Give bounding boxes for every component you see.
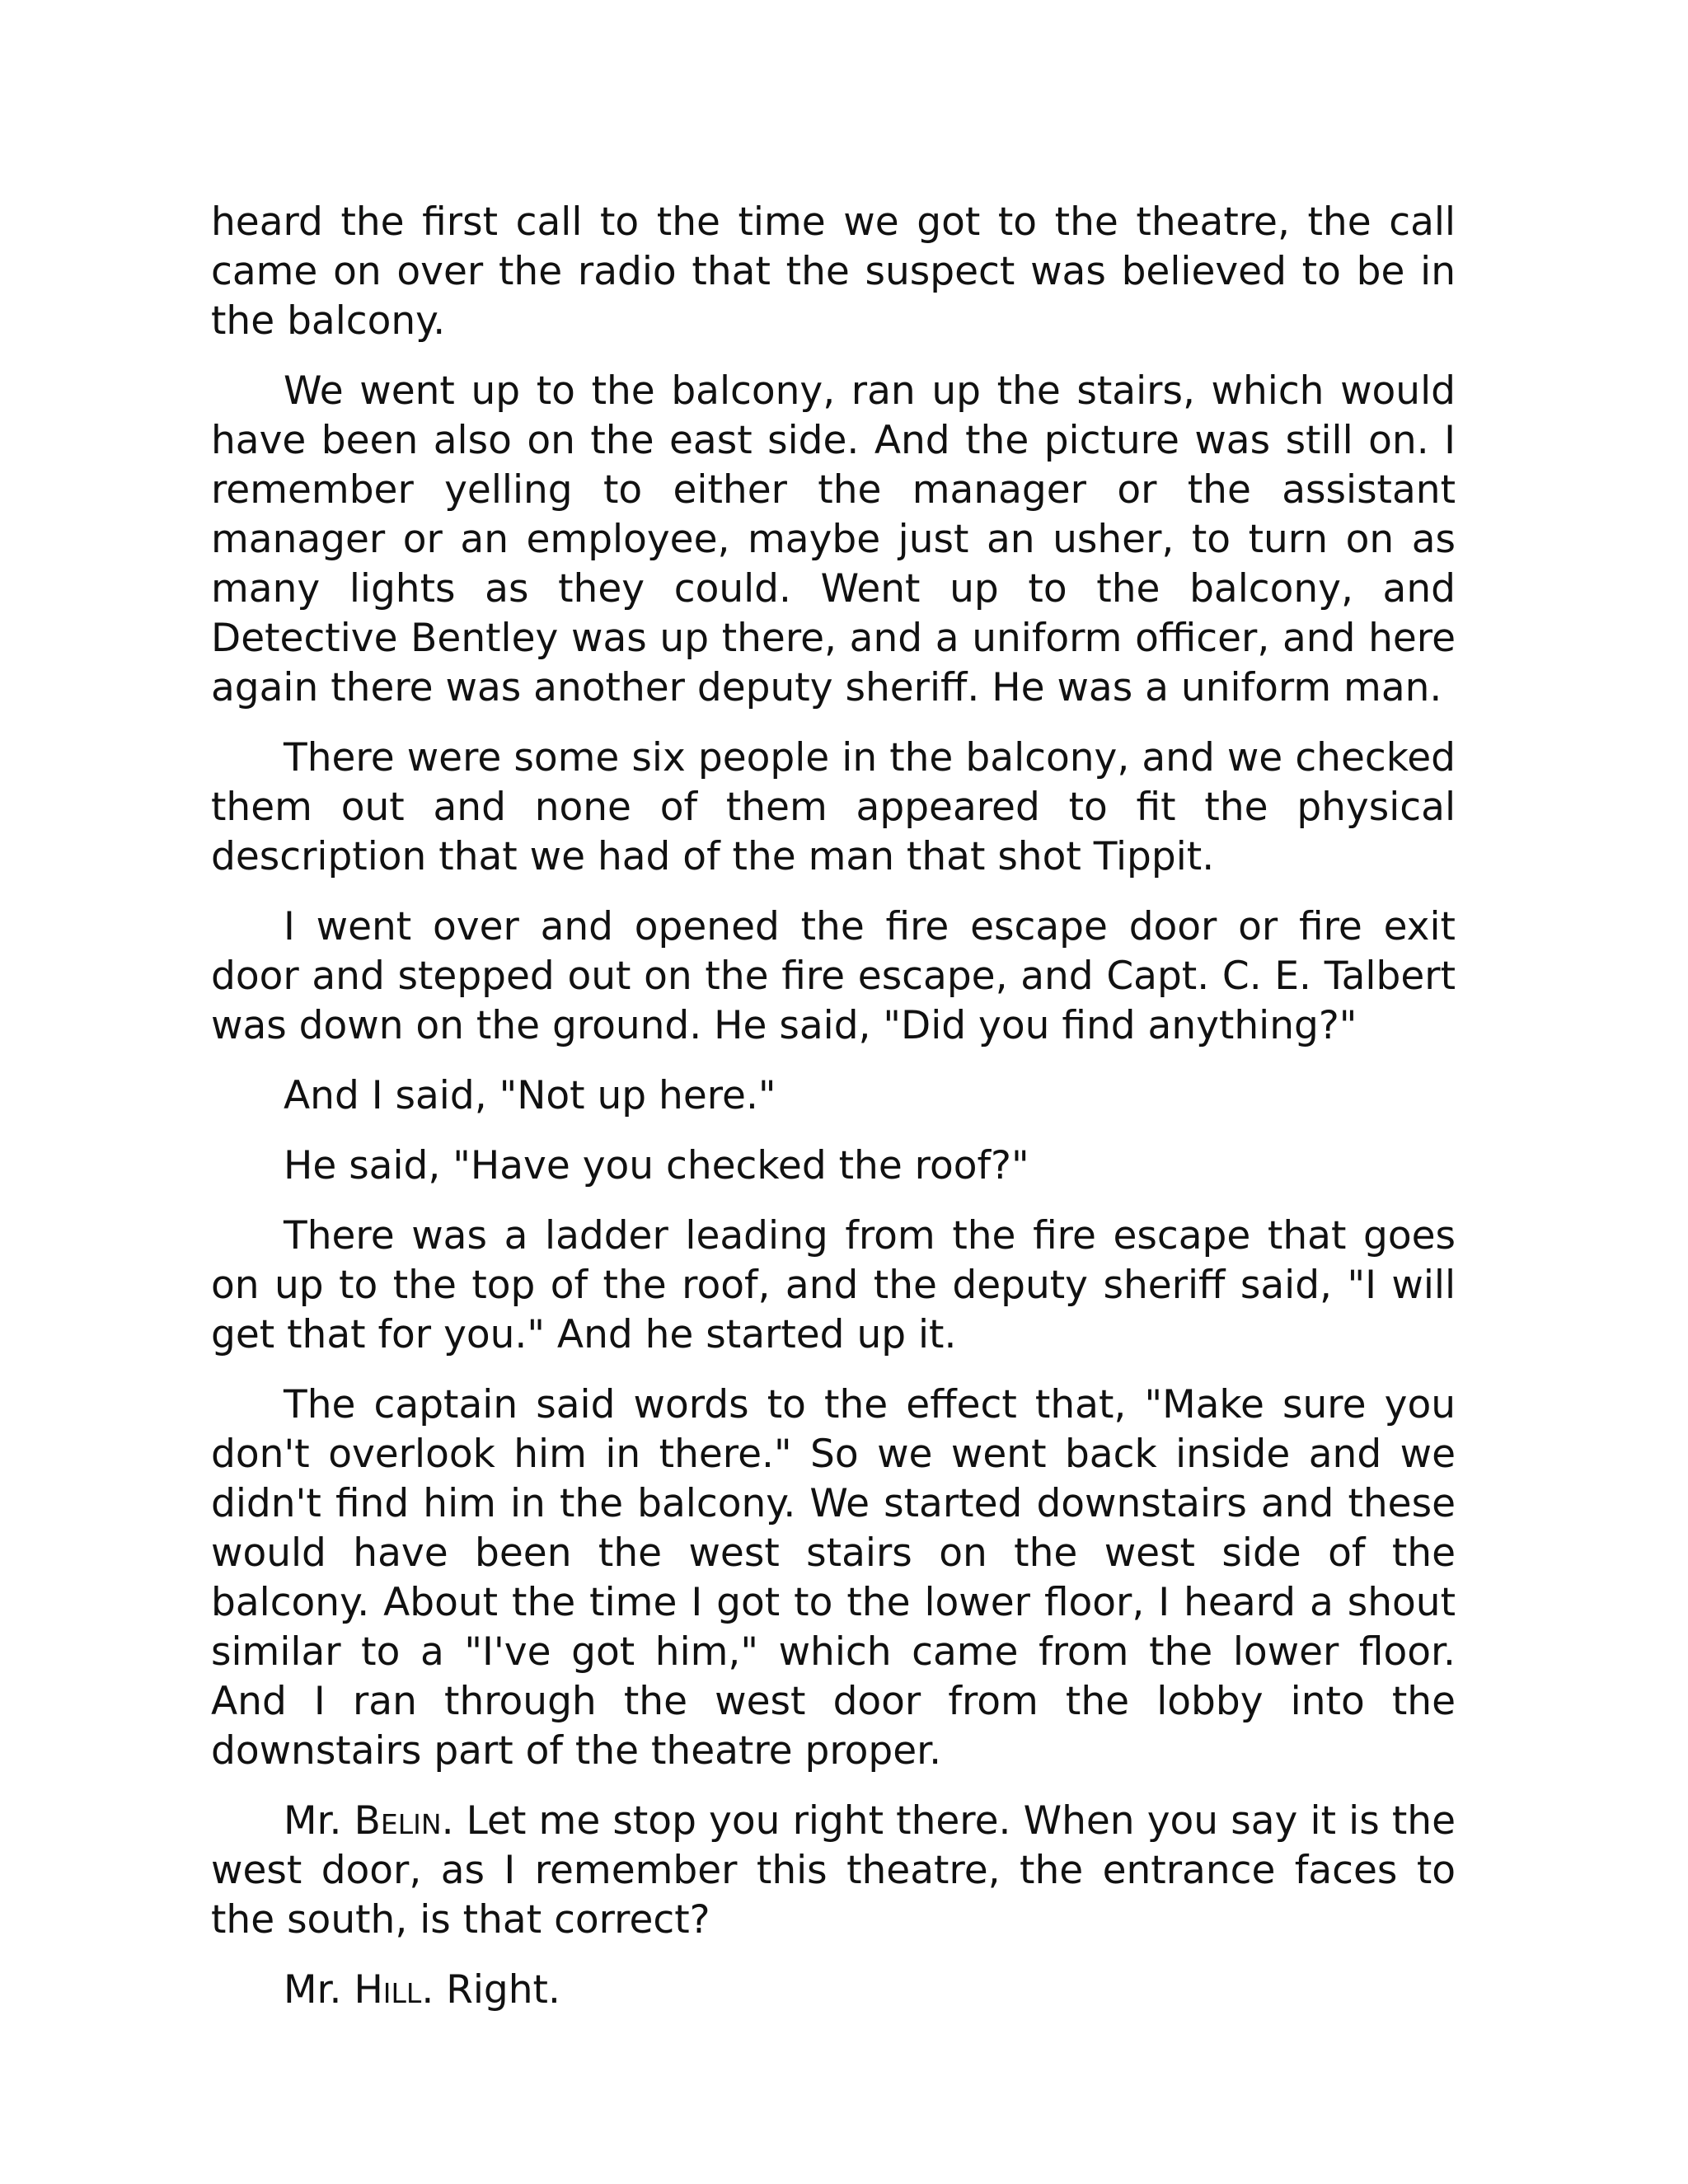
speaker-name: Belin [354,1798,442,1844]
paragraph: The captain said words to the effect that, "Make sure you don't overlook him in there." So we went back inside and we didn't find him in the balcony. We started downstairs and these would have been the west stairs on the west side of the balcony. About the time I got to the lower floor, I heard a shout similar to a "I've got him," which came from the lower floor. And I ran through the west door from the lobby into the downstairs part of the theatre proper. [211,1382,1456,1774]
paragraph: We went up to the balcony, ran up the stairs, which would have been also on the east side. And the picture was still on. I remember yelling to either the manager or the assistant manager or an employee, maybe just an usher, to turn on as many lights as they could. Went up to the balcony, and Detective Bentley was up there, and a uniform officer, and here again there was another deputy sheriff. He was a uniform man. [211,368,1456,710]
paragraph: And I said, "Not up here." [284,1073,776,1118]
paragraph: He said, "Have you checked the roof?" [284,1143,1029,1188]
paragraph-continuation: heard the first call to the time we got to the theatre, the call came on over the radio that the suspect was believed to be in the balcony. [211,199,1456,344]
speaker-prefix: Mr. [284,1967,354,2013]
speaker-text: . Right. [421,1967,560,2013]
paragraph: There was a ladder leading from the fire escape that goes on up to the top of the roof, and the deputy sheriff said, "I will get that for you." And he started up it. [211,1213,1456,1357]
paragraph: I went over and opened the fire escape door or fire exit door and stepped out on the fire escape, and Capt. C. E. Talbert was down on the ground. He said, "Did you find anything?" [211,904,1456,1048]
speaker-paragraph [211,1966,1456,2015]
speaker-name: Hill [354,1967,422,2013]
speaker-text: . Let me stop you right there. When you say it is the west door, as I remember this theatre, the entrance faces to the south, is that correct? [211,1798,1456,1943]
document-page [211,198,1456,2036]
speaker-paragraph [211,1797,1456,1945]
paragraph: There were some six people in the balcony, and we checked them out and none of them appeared to fit the physical description that we had of the man that shot Tippit. [211,735,1456,879]
speaker-prefix: Mr. [284,1798,354,1844]
